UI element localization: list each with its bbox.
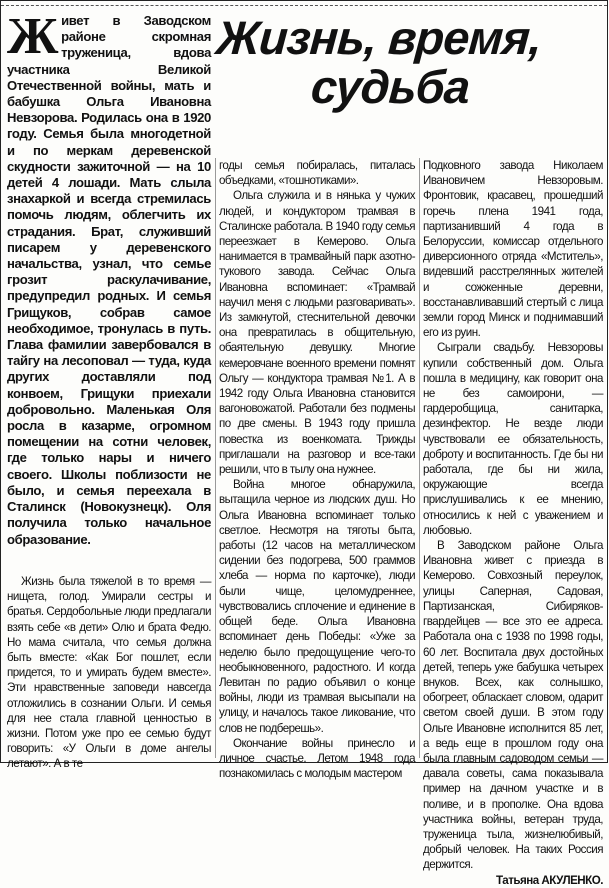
- lead-text: ивет в Заводском районе скромная труженица, вдова участника Великой Отечественной войны, мать и бабушка Ольга Ивановна Невзорова. Родилась она в 1920 году. Семья была многодетной и по меркам деревенской скудности зажиточной — на 10 детей 4 лошади. Мать слыла знахаркой и всегда стремилась помочь людям, облегчить их страдания. Брат, служивший писарем у деревенского начальства, узнал, что семье грозит раскулачивание, предупредил родных. И семья Грищуков, собрав самое необходимое, тронулась в путь. Глава фамилии завербовался в тайгу на лесоповал — туда, куда других доставляли под конвоем, Грищуки приехали добровольно. Маленькая Оля росла в казарме, огромном помещении на сотни человек, где только нары и ничего своего. Школы поблизости не было, и семья переехала в Сталинск (Новокузнецк). Оля получила только начальное образование.: [7, 13, 211, 547]
- paragraph: Подковного завода Николаем Ивановичем Невзоровым. Фронтовик, красавец, прошедший горечь плена 1941 года, партизанивший 4 года в Белоруссии, комиссар отдельного диверсионного отряда «Мститель», видевший расстрелянных жителей и сожженные деревни, восстанавливавший стертый с лица земли город Минск и поднимавший его из руин.: [423, 159, 603, 340]
- paragraph: Окончание войны принесло и личное счастье. Летом 1948 года познакомилась с молодым мастером: [219, 736, 415, 781]
- drop-cap: Ж: [7, 8, 59, 65]
- lead-paragraph: [7, 8, 211, 569]
- author-signature: Татьяна АКУЛЕНКО.: [495, 873, 603, 887]
- headline: [212, 13, 609, 111]
- paragraph: Ольга служила и в нянька у чужих людей, и кондуктором трамвая в Сталинске работала. В 1940 году семья переезжает в Кемерово. Ольга нанимается в трамвайный парк азотно-тукового завода. Сейчас Ольга Ивановна вспоминает: «Трамвай научил меня с людьми разговаривать». Из замкнутой, стеснительной девочки она превратилась в общительную, обаятельную девушку. Многие кемеровчане военного времени помнят Ольгу — кондуктора трамвая №1. А в 1942 году Ольга Ивановна становится вагоновожатой. Работали без подмены по две смены. В 1943 году пришла повестка из военкомата. Трижды приглашали на разговор и все-таки решили, что в тылу она нужнее.: [219, 189, 415, 477]
- top-border: [1, 1, 607, 6]
- headline-line-1: Жизнь, время,: [214, 11, 544, 64]
- paragraph: Война многое обнаружила, вытащила черное из людских душ. Но Ольга Ивановна вспоминает только светлое. Несмотря на тяготы быта, работы (12 часов на металлическом сидении без подогрева, 500 граммов хлеба — норма по карточке), люди были чище, целомудреннее, чувствовались сплочение и единение в общей беде. Ольга Ивановна вспоминает день Победы: «Уже за неделю было предощущение чего-то необыкновенного, радостного. И когда Левитан по радио объявил о конце войны, люди из трамвая высыпали на улицу, и началось такое ликование, что слов не подберешь».: [219, 478, 415, 735]
- paragraph: годы семья побиралась, питалась объедками, «тошнотиками».: [219, 159, 415, 188]
- paragraph: В Заводском районе Ольга Ивановна живет с приезда в Кемерово. Совхозный переулок, улицы Саперная, Садовая, Партизанская, Сибиряков-гвардейцев — все это ее адреса. Работала она с 1938 по 1998 годы, 60 лет. Воспитала двух достойных детей, теперь уже бабушка четырех внуков. Всех, как солнышко, обогреет, обласкает словом, одарит светом своей души. В этом году Ольге Ивановне исполнится 85 лет, а ведь еще в прошлом году она была главным садоводом семьи — давала советы, сама показывала пример на дачном участке и в поливе, и в прополке. Она вдова участника войны, ветеран труда, труженица тыла, жизнелюбивый, добрый человек. На таких Россия держится.: [423, 539, 603, 872]
- article-column-2: [219, 158, 415, 781]
- headline-line-2: судьба: [309, 60, 471, 113]
- column-divider: [215, 158, 216, 758]
- article-column-3: [423, 158, 603, 887]
- paragraph: Жизнь была тяжелой в то время — нищета, голод. Умирали сестры и братья. Сердобольные люди предлагали взять себе «в дети» Олю и брата Федю. Но мама считала, что семья должна быть вместе: «Как Бог пошлет, если придется, то и умирать будем вместе». Эти нравственные заповеди навсегда отложились в сознании Ольги. И семья для нее стала главной ценностью в жизни. Потом уже про ее семью будут говорить: «У Ольги в доме ангелы летают». А в те: [7, 575, 211, 771]
- column-divider: [419, 158, 420, 758]
- article-column-1: [7, 574, 211, 771]
- paragraph: Сыграли свадьбу. Невзоровы купили собственный дом. Ольга пошла в медицину, как говорит она не без самоирони, — гардеробщица, санитарка, дезинфектор. Не везде люди чувствовали ее обязательность, доброту и воспитанность. Где бы ни работала, где бы ни жила, окружающие всегда прислушивались к ее мнению, относились к ней с уважением и любовью.: [423, 341, 603, 537]
